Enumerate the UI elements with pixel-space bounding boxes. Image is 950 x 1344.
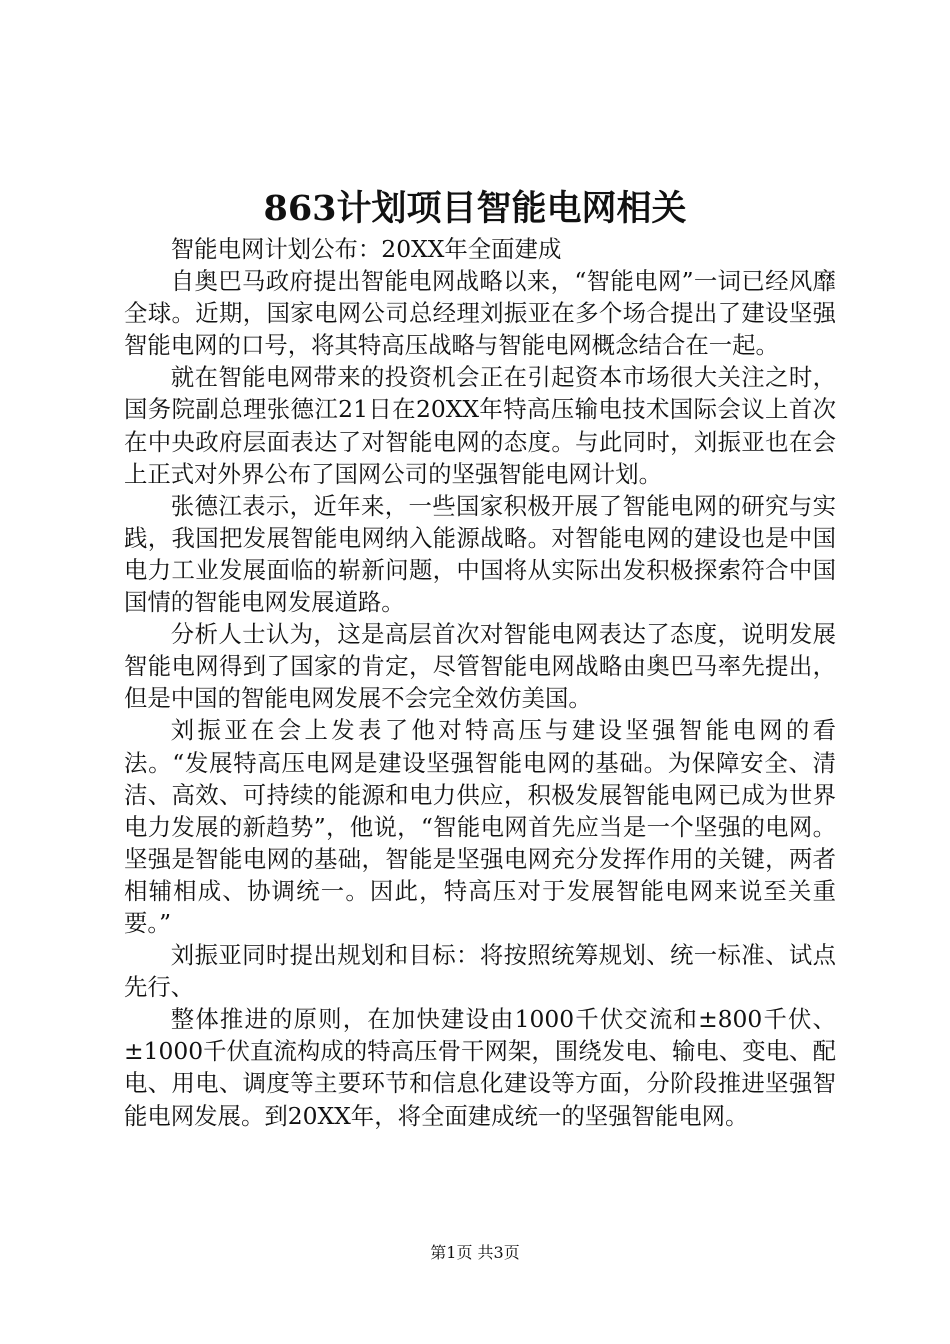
paragraph: 刘振亚同时提出规划和目标：将按照统筹规划、统一标准、试点先行、	[124, 941, 836, 1002]
page-number-footer: 第1页 共3页	[430, 1243, 520, 1262]
paragraph: 刘振亚在会上发表了他对特高压与建设坚强智能电网的看法。“发展特高压电网是建设坚强智能电网的基础。为保障安全、清洁、高效、可持续的能源和电力供应，积极发展智能电网已成为世界电力发展的新趋势”，他说，“智能电网首先应当是一个坚强的电网。坚强是智能电网的基础，智能是坚强电网充分发挥作用的关键，两者相辅相成、协调统一。因此，特高压对于发展智能电网来说至关重要。”	[124, 716, 836, 937]
document-body	[124, 233, 836, 1132]
paragraph: 整体推进的原则，在加快建设由1000千伏交流和±800千伏、±1000千伏直流构成的特高压骨干网架，围绕发电、输电、变电、配电、用电、调度等主要环节和信息化建设等方面，分阶段推进坚强智能电网发展。到20XX年，将全面建成统一的坚强智能电网。	[124, 1005, 836, 1130]
paragraph-subtitle: 智能电网计划公布：20XX年全面建成	[170, 235, 562, 263]
document-title: 863计划项目智能电网相关	[263, 188, 687, 229]
paragraph: 张德江表示，近年来，一些国家积极开展了智能电网的研究与实践，我国把发展智能电网纳入能源战略。对智能电网的建设也是中国电力工业发展面临的崭新问题，中国将从实际出发积极探索符合中国国情的智能电网发展道路。	[124, 491, 836, 617]
paragraph: 自奥巴马政府提出智能电网战略以来，“智能电网”一词已经风靡全球。近期，国家电网公司总经理刘振亚在多个场合提出了建设坚强智能电网的口号，将其特高压战略与智能电网概念结合在一起。	[124, 267, 836, 360]
paragraph: 分析人士认为，这是高层首次对智能电网表达了态度，说明发展智能电网得到了国家的肯定，尽管智能电网战略由奥巴马率先提出，但是中国的智能电网发展不会完全效仿美国。	[124, 620, 836, 713]
paragraph: 就在智能电网带来的投资机会正在引起资本市场很大关注之时，国务院副总理张德江21日在20XX年特高压输电技术国际会议上首次在中央政府层面表达了对智能电网的态度。与此同时，刘振亚也在会上正式对外界公布了国网公司的坚强智能电网计划。	[124, 363, 836, 488]
